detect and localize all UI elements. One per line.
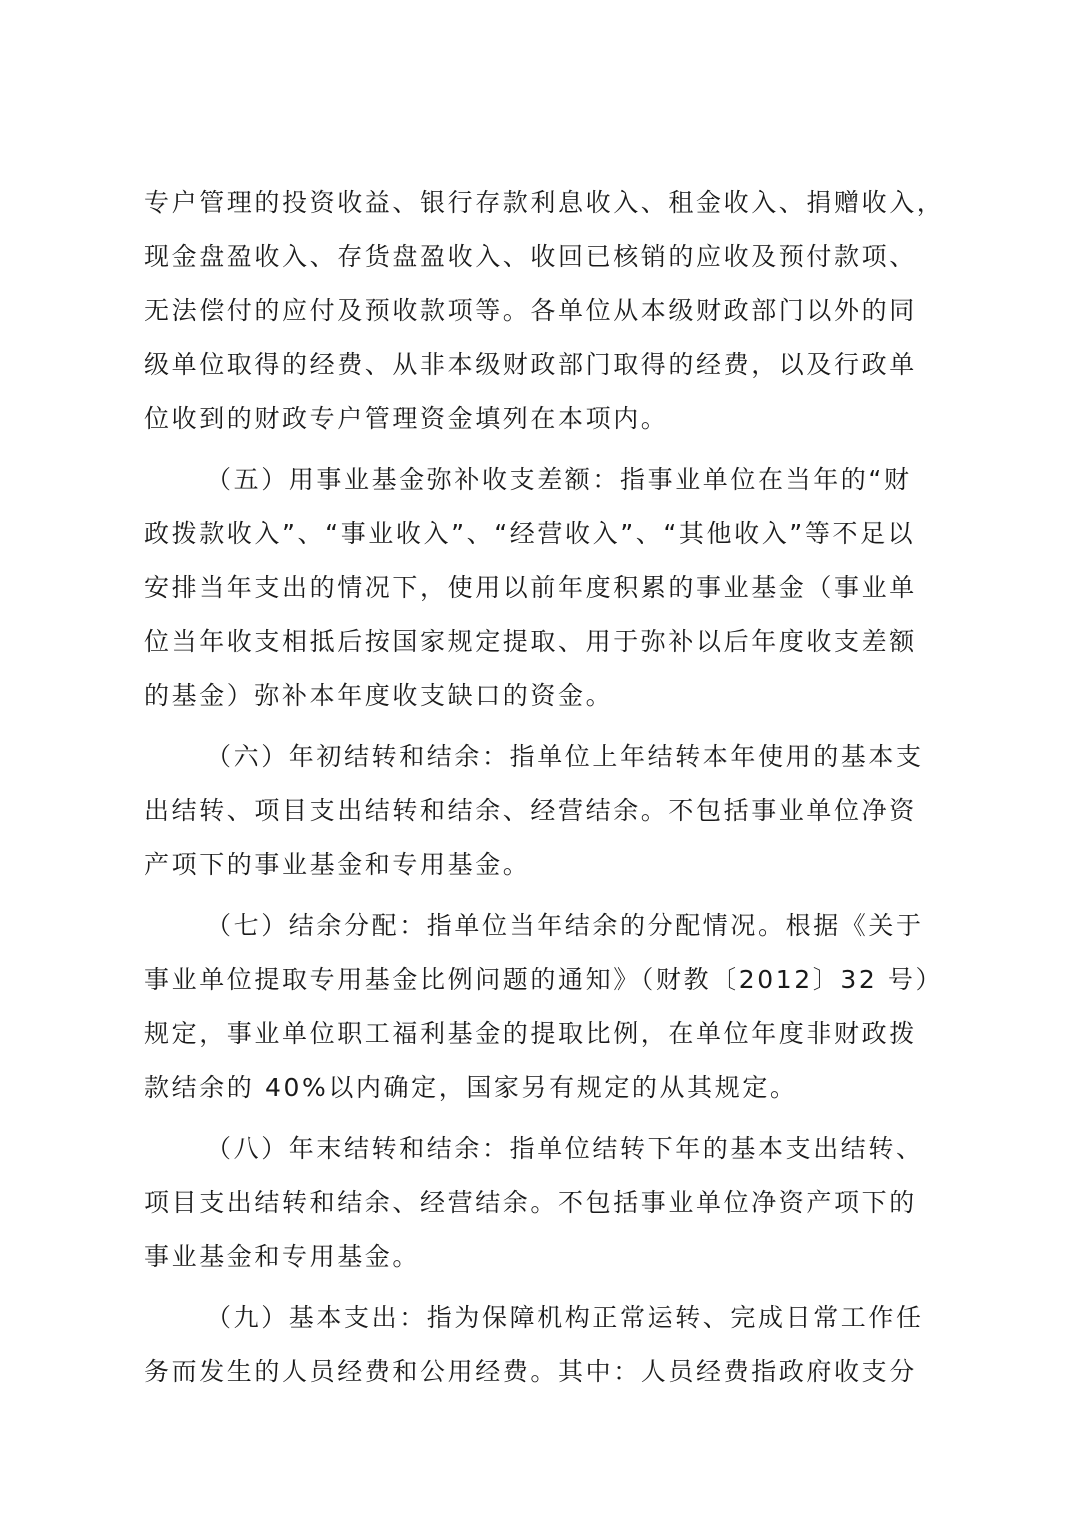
text-line: 项目支出结转和结余、经营结余。不包括事业单位净资产项下的 [144, 1188, 917, 1217]
text-line: 无法偿付的应付及预收款项等。各单位从本级财政部门以外的同 [144, 296, 917, 325]
text-line: 位收到的财政专户管理资金填列在本项内。 [144, 404, 669, 433]
text-line: 产项下的事业基金和专用基金。 [144, 850, 531, 879]
text-line: 位当年收支相抵后按国家规定提取、用于弥补以后年度收支差额 [144, 627, 917, 656]
text-line: 出结转、项目支出结转和结余、经营结余。不包括事业单位净资 [144, 796, 917, 825]
text-line: 事业单位提取专用基金比例问题的通知》（财教〔2012〕32 号） [144, 965, 944, 994]
text-line: 专户管理的投资收益、银行存款利息收入、租金收入、捐赠收入， [144, 188, 945, 217]
text-line: 规定，事业单位职工福利基金的提取比例，在单位年度非财政拨 [144, 1019, 917, 1048]
text-line: 安排当年支出的情况下，使用以前年度积累的事业基金（事业单 [144, 573, 917, 602]
text-line: 事业基金和专用基金。 [144, 1242, 421, 1271]
section-8-heading-line: （八）年末结转和结余：指单位结转下年的基本支出结转、 [206, 1134, 924, 1163]
section-7-heading-line: （七）结余分配：指单位当年结余的分配情况。根据《关于 [206, 911, 924, 940]
text-line: 务而发生的人员经费和公用经费。其中：人员经费指政府收支分 [144, 1357, 917, 1386]
text-line: 级单位取得的经费、从非本级财政部门取得的经费，以及行政单 [144, 350, 917, 379]
document-body [144, 176, 944, 1399]
text-line: 政拨款收入”、“事业收入”、“经营收入”、“其他收入”等不足以 [144, 519, 916, 548]
text-line: 款结余的 40%以内确定，国家另有规定的从其规定。 [144, 1073, 798, 1102]
section-5-heading-line: （五）用事业基金弥补收支差额：指事业单位在当年的“财 [206, 465, 912, 494]
section-6-heading-line: （六）年初结转和结余：指单位上年结转本年使用的基本支 [206, 742, 924, 771]
text-line: 现金盘盈收入、存货盘盈收入、收回已核销的应收及预付款项、 [144, 242, 917, 271]
section-9-heading-line: （九）基本支出：指为保障机构正常运转、完成日常工作任 [206, 1303, 924, 1332]
text-line: 的基金）弥补本年度收支缺口的资金。 [144, 681, 614, 710]
